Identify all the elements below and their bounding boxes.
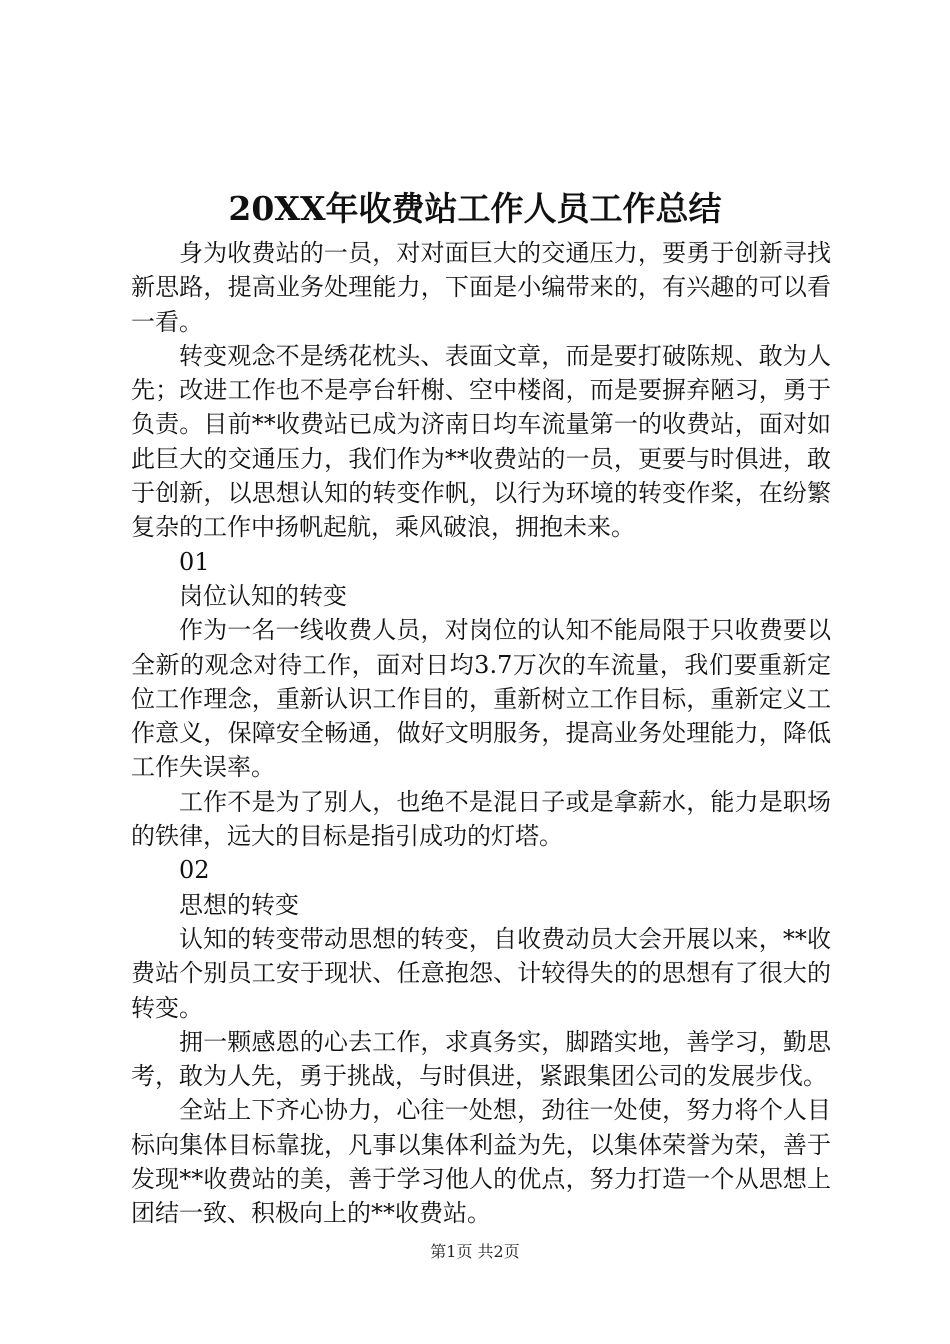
page-footer: 第1页 共2页 xyxy=(430,1242,520,1261)
body-paragraph: 工作不是为了别人，也绝不是混日子或是拿薪水，能力是职场的铁律，远大的目标是指引成功的灯塔。 xyxy=(131,787,831,851)
body-paragraph: 认知的转变带动思想的转变，自收费动员大会开展以来，**收费站个别员工安于现状、任意抱怨、计较得失的的思想有了很大的转变。 xyxy=(131,924,831,1022)
body-paragraph: 转变观念不是绣花枕头、表面文章，而是要打破陈规、敢为人先；改进工作也不是亭台轩榭、空中楼阁，而是要摒弃陋习，勇于负责。目前**收费站已成为济南日均车流量第一的收费站，面对如此巨大的交通压力，我们作为**收费站的一员，更要与时俱进，敢于创新，以思想认知的转变作帆，以行为环境的转变作桨，在纷繁复杂的工作中扬帆起航，乘风破浪，拥抱未来。 xyxy=(131,341,831,542)
section-number: 02 xyxy=(179,856,210,885)
section-number: 01 xyxy=(179,547,210,576)
section-heading: 思想的转变 xyxy=(179,890,299,919)
body-paragraph: 全站上下齐心协力，心往一处想，劲往一处使，努力将个人目标向集体目标靠拢，凡事以集体利益为先，以集体荣誉为荣，善于发现**收费站的美，善于学习他人的优点，努力打造一个从思想上团结一致、积极向上的**收费站。 xyxy=(131,1096,831,1228)
document-body xyxy=(131,236,831,1231)
document-title: 20XX年收费站工作人员工作总结 xyxy=(228,189,722,228)
body-paragraph: 拥一颗感恩的心去工作，求真务实，脚踏实地，善学习，勤思考，敢为人先，勇于挑战，与时俱进，紧跟集团公司的发展步伐。 xyxy=(131,1027,831,1091)
body-paragraph: 作为一名一线收费人员，对岗位的认知不能局限于只收费要以全新的观念对待工作，面对日均3.7万次的车流量，我们要重新定位工作理念，重新认识工作目的，重新树立工作目标，重新定义工作意义，保障安全畅通，做好文明服务，提高业务处理能力，降低工作失误率。 xyxy=(131,616,831,782)
body-paragraph: 身为收费站的一员，对对面巨大的交通压力，要勇于创新寻找新思路，提高业务处理能力，下面是小编带来的，有兴趣的可以看一看。 xyxy=(131,239,831,336)
section-heading: 岗位认知的转变 xyxy=(179,581,347,610)
